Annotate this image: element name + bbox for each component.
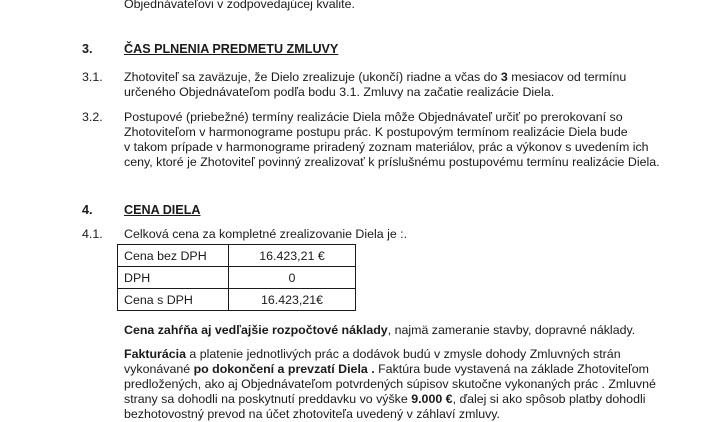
price-label: Cena s DPH — [118, 289, 229, 311]
table-row — [118, 267, 356, 289]
table-row — [118, 289, 356, 311]
section-4-number: 4. — [82, 203, 93, 217]
invoicing-line-2: vykonávané po dokončení a prevzatí Diela . Faktúra bude vystavená na základe Zhotoviteľom — [124, 362, 649, 376]
invoicing-line-1: Fakturácia a platenie jednotlivých prác a dodávok budú v zmysle dohody Zmluvných strán — [124, 347, 621, 361]
section-3-number: 3. — [82, 42, 93, 56]
price-value: 16.423,21€ — [229, 289, 356, 311]
table-row — [118, 245, 356, 267]
paragraph-3-1-line-2: určeného Objednávateľom podľa bodu 3.1. Zmluvy na začatie realizácie Diela. — [124, 85, 555, 99]
paragraph-3-1-number: 3.1. — [82, 70, 103, 84]
price-label: DPH — [118, 267, 229, 289]
paragraph-3-2-line-2: Zhotoviteľom v harmonograme postupu prác. K postupovým termínom realizácie Diela bude — [124, 125, 628, 139]
section-4-title: CENA DIELA — [124, 203, 201, 217]
price-value: 16.423,21 € — [229, 245, 356, 267]
invoicing-line-4: strany sa dohodli na poskytnutí preddavku vo výške 9.000 €, ďalej si ako spôsob platby dohodli — [124, 392, 646, 406]
price-value: 0 — [229, 267, 356, 289]
invoicing-line-3: predložených, ako aj Objednávateľom potvrdených súpisov skutočne vykonaných prác . Zmluvné — [124, 377, 656, 391]
paragraph-4-1-intro: Celková cena za kompletné zrealizovanie Diela je :. — [124, 227, 408, 241]
invoicing-line-5: bezhotovostný prevod na účet zhotoviteľa uvedený v záhlaví zmluvy. — [124, 407, 501, 421]
price-label: Cena bez DPH — [118, 245, 229, 267]
paragraph-3-2-line-4: ceny, ktoré je Zhotoviteľ povinný zrealizovať k príslušnému postupovému termínu realizácie Diela. — [124, 155, 660, 169]
top-line: Objednávateľovi v zodpovedajúcej kvalite. — [124, 0, 355, 11]
paragraph-3-1-line-1: Zhotoviteľ sa zaväzuje, že Dielo zrealizuje (ukončí) riadne a včas do 3 mesiacov od termínu — [124, 70, 627, 84]
price-table — [117, 244, 356, 311]
section-3-title: ČAS PLNENIA PREDMETU ZMLUVY — [124, 42, 339, 56]
paragraph-4-1-number: 4.1. — [82, 227, 103, 241]
paragraph-3-2-line-1: Postupové (priebežné) termíny realizácie Diela môže Objednávateľ určiť po prerokovaní so — [124, 110, 623, 124]
price-note: Cena zahŕňa aj vedľajšie rozpočtové náklady, najmä zameranie stavby, dopravné náklady. — [124, 323, 636, 337]
paragraph-3-2-line-3: v takom prípade v harmonograme priradený zoznam materiálov, prác a výkonov s uvedením ich — [124, 140, 649, 154]
paragraph-3-2-number: 3.2. — [82, 110, 103, 124]
